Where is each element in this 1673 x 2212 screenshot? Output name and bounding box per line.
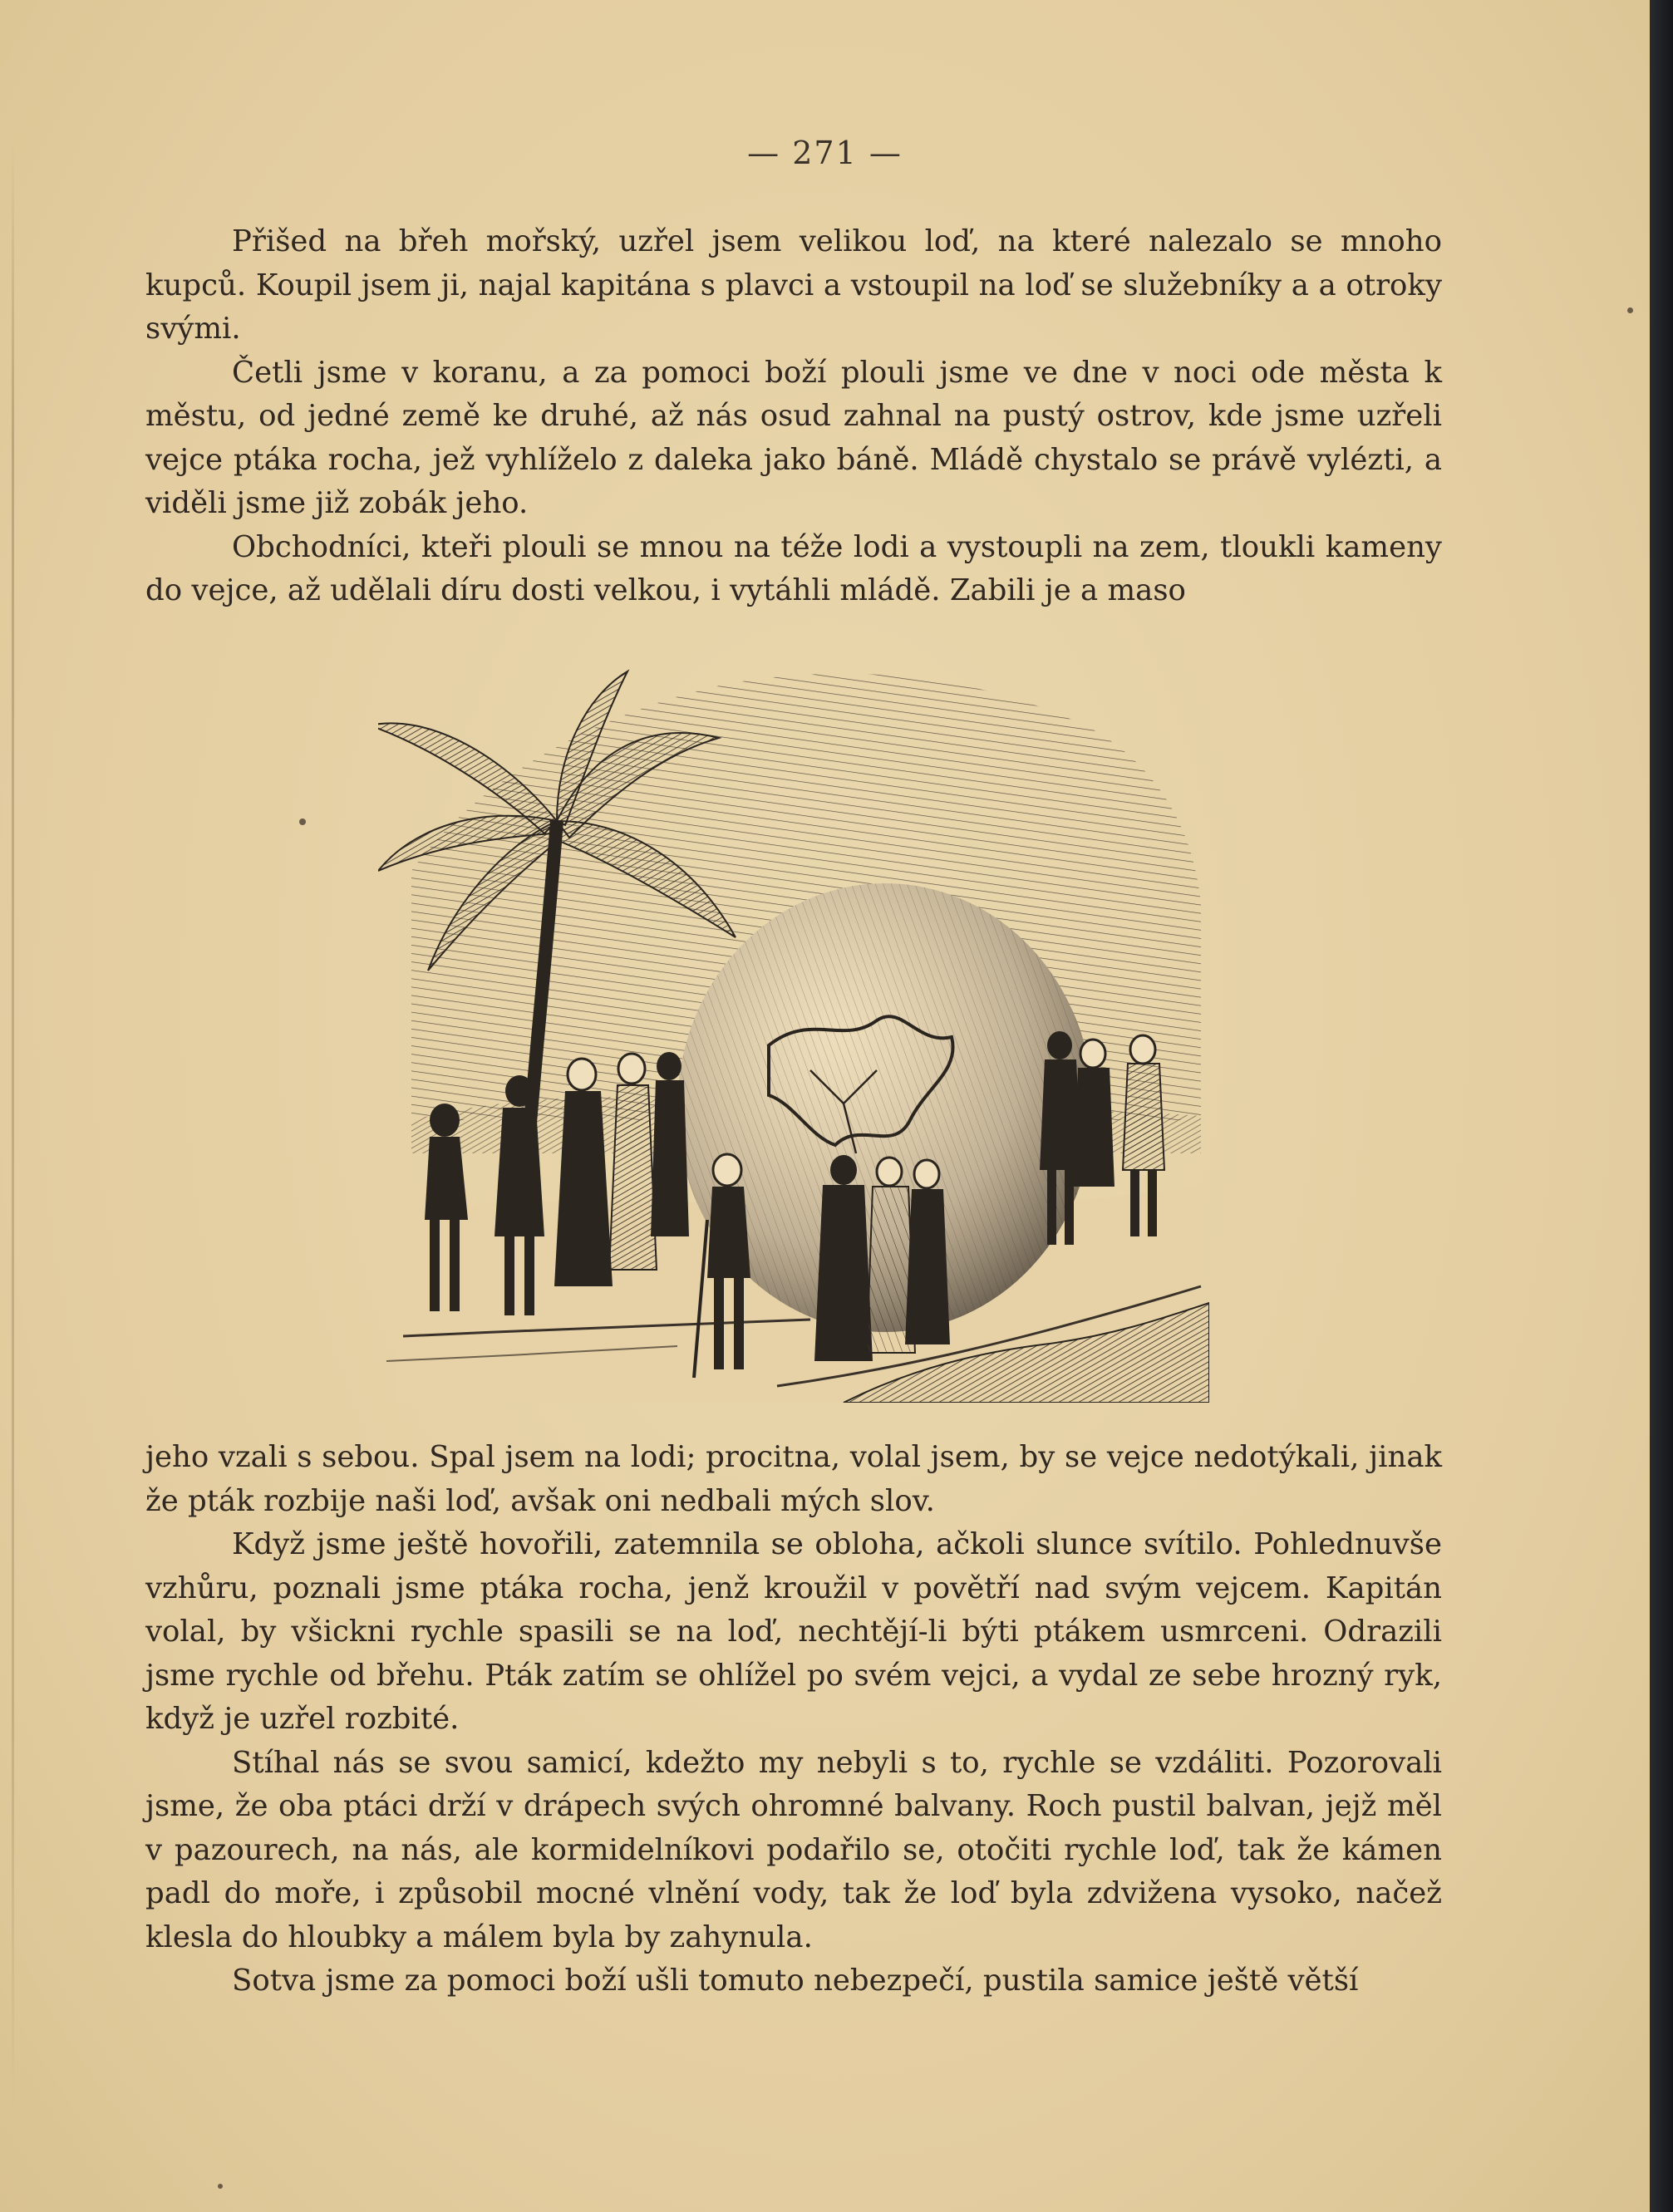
paragraph: Četli jsme v koranu, a za pomoci boží plouli jsme ve dne v noci ode města k městu, od jedné země ke druhé, až nás osud zahnal na pustý ostrov, kde jsme uzřeli vejce ptáka rocha, jež vyhlíželo z daleka jako báně. Mládě chystalo se právě vylézti, a viděli jsme již zobák jeho. xyxy=(145,355,1442,520)
paper-speck xyxy=(1627,307,1633,313)
paper-speck xyxy=(299,818,306,825)
paragraph: Stíhal nás se svou samicí, kdežto my nebyli s to, rychle se vzdáliti. Pozorovali jsme, že oba ptáci drží v drápech svých ohromné balvany. Roch pustil balvan, jejž měl v pazourech, na nás, ale kormidelníkovi podařilo se, otočiti rychle loď, tak že kámen padl do moře, i způsobil mocné vlnění vody, tak že loď byla zdvižena vysoko, načež klesla do hloubky a málem byla by zahynula. xyxy=(145,1745,1442,1954)
page-fold-shadow xyxy=(12,141,14,2119)
paper-speck xyxy=(218,2184,223,2189)
paragraph: Přišed na břeh mořský, uzřel jsem velikou loď, na které nalezalo se mnoho kupců. Koupil jsem ji, najal kapitána s plavci a vstoupil na loď se služebníky a a otroky svými. xyxy=(145,224,1442,346)
paragraph: Obchodníci, kteři plouli se mnou na téže lodi a vystoupli na zem, tloukli kameny do vejce, až udělali díru dosti velkou, i vytáhli mládě. Zabili je a maso xyxy=(145,529,1442,607)
engraving-illustration xyxy=(378,655,1209,1403)
paragraph: jeho vzali s sebou. Spal jsem na lodi; procitna, volal jsem, by se vejce nedotýkali, jinak že pták rozbije naši loď, avšak oni nedbali mých slov. xyxy=(145,1440,1442,1518)
page-number: — 271 — xyxy=(747,135,903,171)
text-block-bottom xyxy=(145,1436,1442,2003)
paragraph: Když jsme ještě hovořili, zatemnila se obloha, ačkoli slunce svítilo. Pohlednuvše vzhůru, poznali jsme ptáka rocha, jenž kroužil v povětří nad svým vejcem. Kapitán volal, by všickni rychle spasili se na loď, nechtějí-li býti ptákem usmrceni. Odrazili jsme rychle od břehu. Pták zatím se ohlížel po svém vejci, a vydal ze sebe hrozný ryk, když je uzřel rozbité. xyxy=(145,1527,1442,1736)
paragraph: Sotva jsme za pomoci boží ušli tomuto nebezpečí, pustila samice ještě větší xyxy=(232,1964,1359,1998)
scan-edge xyxy=(1650,0,1673,2212)
text-block-top xyxy=(145,220,1442,613)
